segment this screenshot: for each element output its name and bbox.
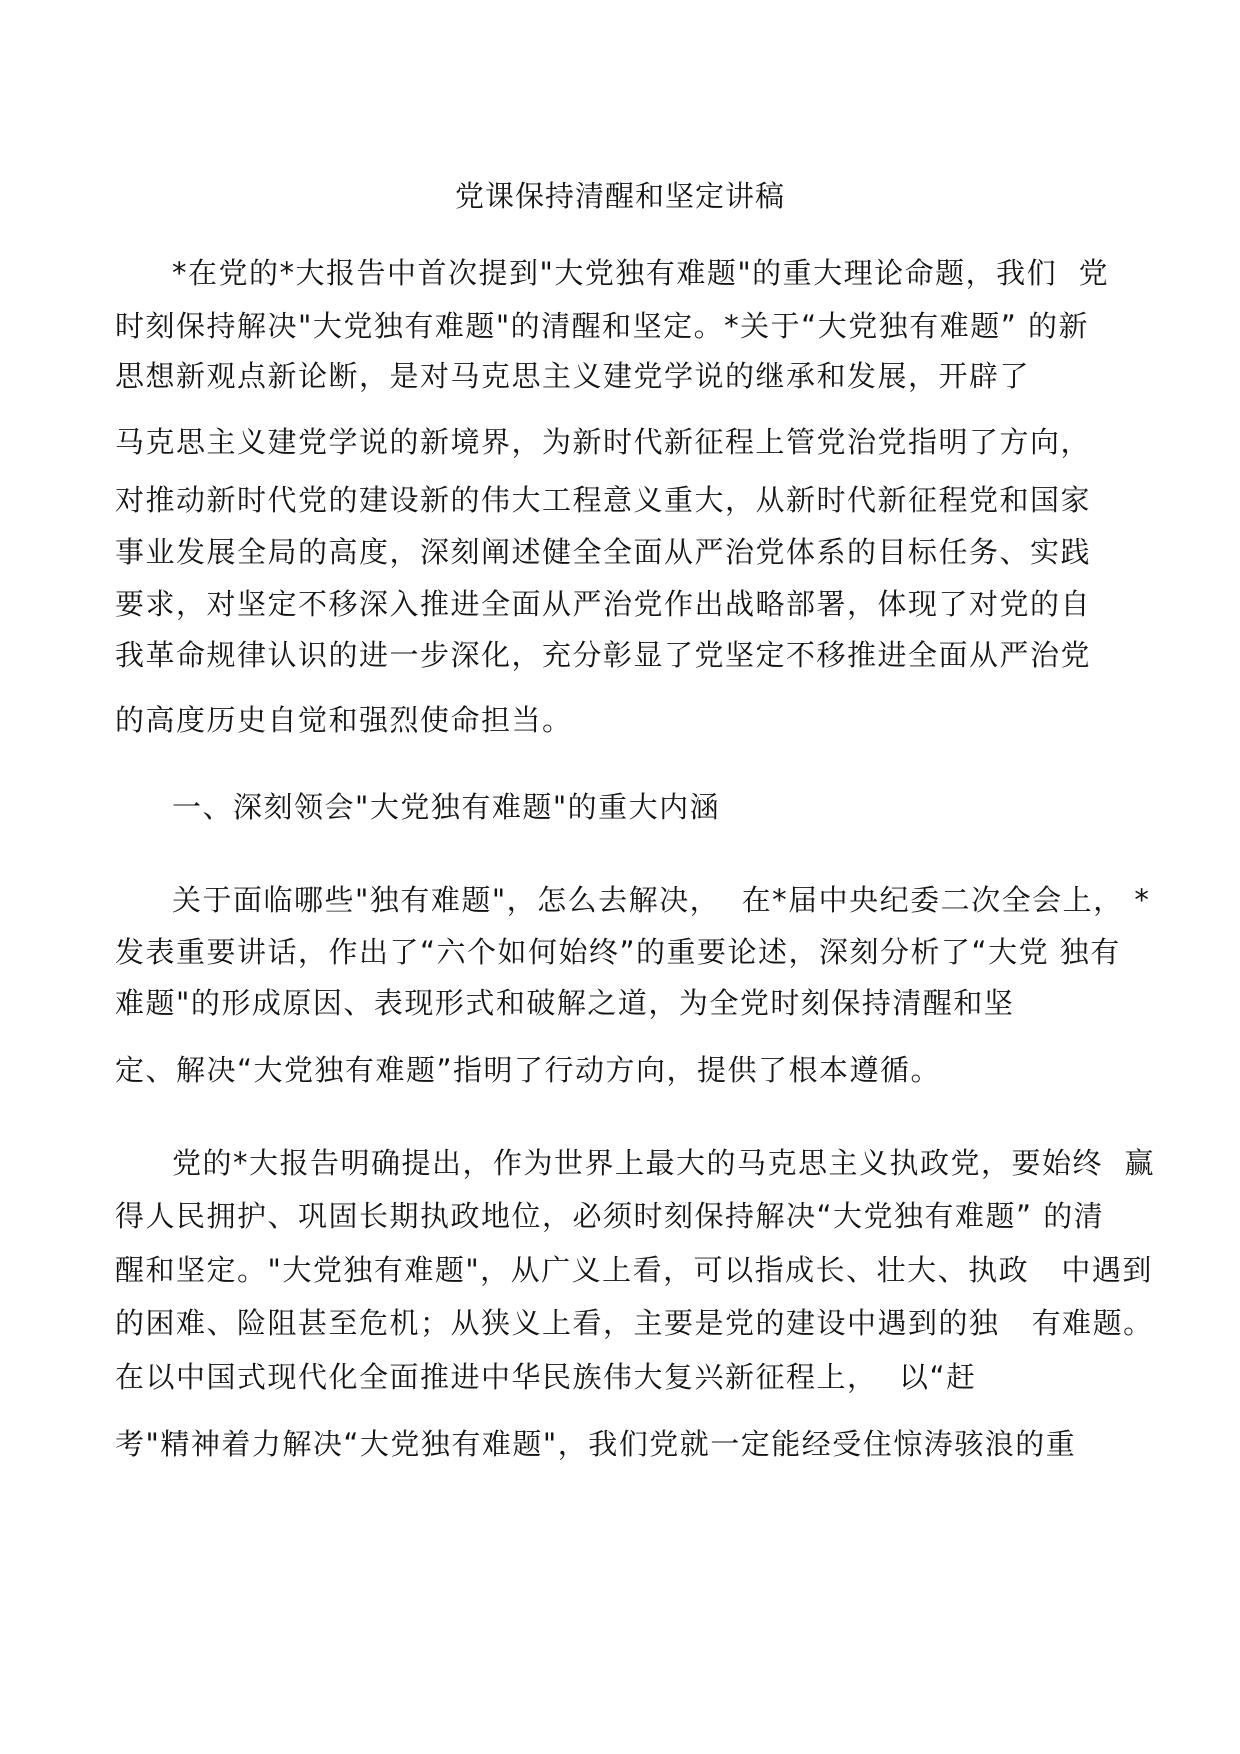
paragraph-line: 要求，对坚定不移深入推进全面从严治党作出战略部署，体现了对党的自 (115, 587, 1092, 621)
paragraph-line: 我革命规律认识的进一步深化，充分彰显了党坚定不移推进全面从严治党 (115, 638, 1092, 672)
paragraph-line: 关于面临哪些"独有难题"，怎么去解决， 在*届中央纪委二次全会上， * (172, 883, 1151, 917)
paragraph-line: 发表重要讲话，作出了“六个如何始终”的重要论述，深刻分析了“大党 独有 (115, 935, 1121, 969)
paragraph-line: 定、解决“大党独有难题”指明了行动方向，提供了根本遵循。 (115, 1053, 942, 1087)
paragraph-line: 醒和坚定。"大党独有难题"，从广义上看，可以指成长、壮大、执政 中遇到 (115, 1253, 1153, 1287)
paragraph-line: 难题"的形成原因、表现形式和破解之道，为全党时刻保持清醒和坚 (115, 986, 1015, 1020)
paragraph-line: 时刻保持解决"大党独有难题"的清醒和坚定。*关于“大党独有难题” 的新 (115, 309, 1089, 343)
document-title: 党课保持清醒和坚定讲稿 (454, 179, 785, 213)
paragraph-line: 的困难、险阻甚至危机；从狭义上看，主要是党的建设中遇到的独 有难题。 (115, 1306, 1154, 1340)
section-heading: 一、深刻领会"大党独有难题"的重大内涵 (172, 790, 721, 824)
paragraph-line: 思想新观点新论断，是对马克思主义建党学说的继承和发展，开辟了 (115, 359, 1031, 393)
paragraph-line: 在以中国式现代化全面推进中华民族伟大复兴新征程上， 以“赶 (115, 1360, 977, 1394)
paragraph-line: 得人民拥护、巩固长期执政地位，必须时刻保持解决“大党独有难题” 的清 (115, 1199, 1105, 1233)
paragraph-line: 党的*大报告明确提出，作为世界上最大的马克思主义执政党，要始终 赢 (172, 1146, 1155, 1180)
paragraph-line: 考"精神着力解决“大党独有难题"，我们党就一定能经受住惊涛骇浪的重 (115, 1427, 1077, 1461)
paragraph-line: *在党的*大报告中首次提到"大党独有难题"的重大理论命题，我们 党 (172, 256, 1110, 290)
paragraph-line: 事业发展全局的高度，深刻阐述健全全面从严治党体系的目标任务、实践 (115, 535, 1092, 569)
paragraph-line: 马克思主义建党学说的新境界，为新时代新征程上管党治党指明了方向， (115, 425, 1092, 459)
paragraph-line: 对推动新时代党的建设新的伟大工程意义重大，从新时代新征程党和国家 (115, 483, 1092, 517)
paragraph-line: 的高度历史自觉和强烈使命担当。 (115, 703, 573, 737)
